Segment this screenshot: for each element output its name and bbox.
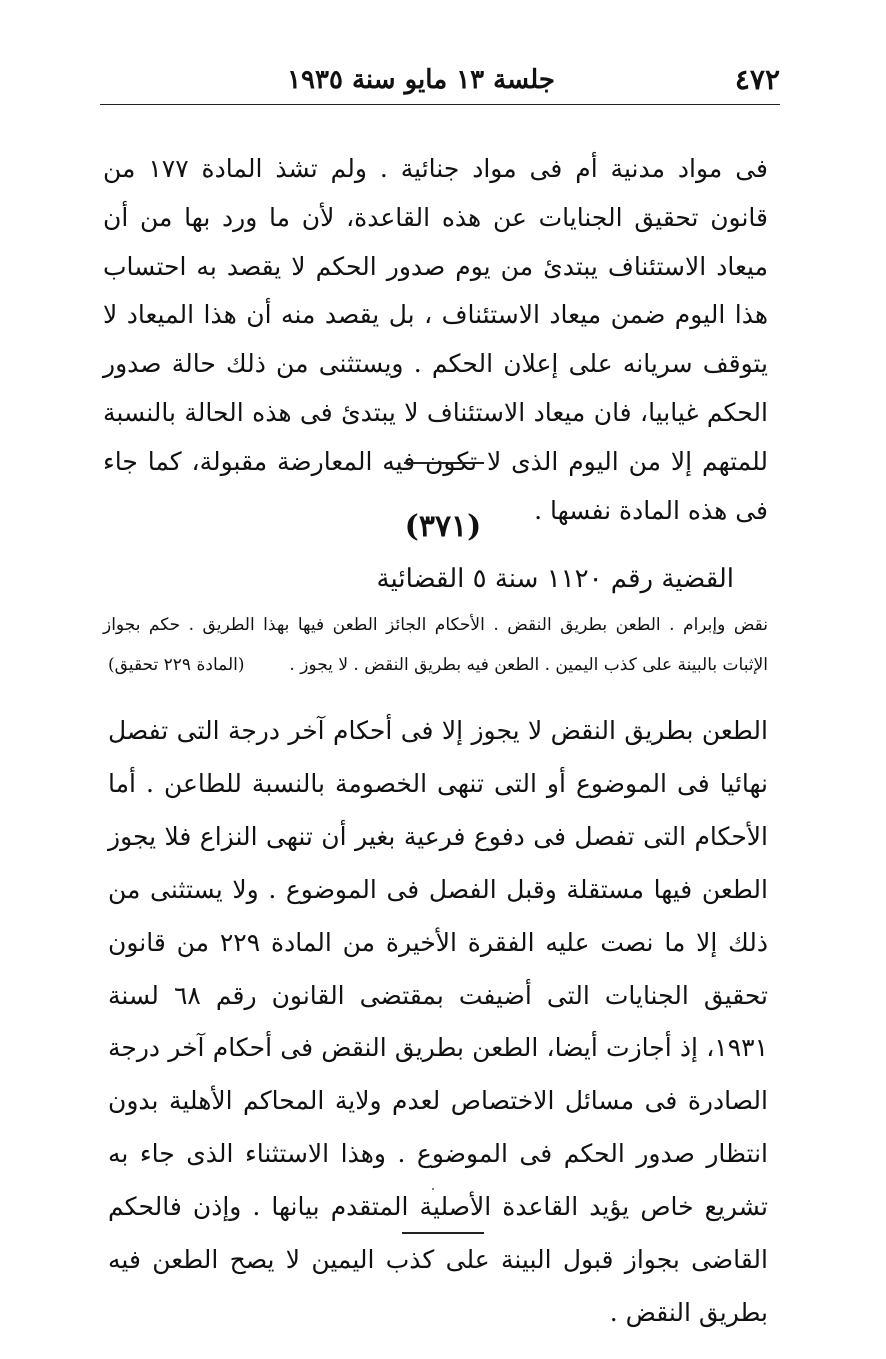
print-speck	[432, 1188, 434, 1190]
headnote-line-1: نقض وإبرام . الطعن بطريق النقض . الأحكام الجائز الطعن فيها بهذا الطريق . حكم بجواز	[103, 615, 768, 635]
header-rule	[100, 104, 780, 105]
case-body: الطعن بطريق النقض لا يجوز إلا فى أحكام آخر درجة التى تفصل نهائيا فى الموضوع أو التى تنهى الخصومة بالنسبة للطاعن . أما الأحكام التى تفصل فى دفوع فرعية بغير أن تنهى النزاع فلا يجوز الطعن فيها مستقلة وقبل الفصل فى الموضوع . ولا يستثنى من ذلك إلا ما نصت عليه الفقرة الأخيرة من المادة ٢٢٩ من قانون تحقيق الجنايات التى أضيفت بمقتضى القانون رقم ٦٨ لسنة ١٩٣١، إذ أجازت أيضا، الطعن بطريق النقض فى أحكام آخر درجة الصادرة فى مسائل الاختصاص لعدم ولاية المحاكم الأهلية بدون انتظار صدور الحكم فى الموضوع . وهذا الاستثناء الذى جاء به تشريع خاص يؤيد القاعدة الأصلية المتقدم بيانها . وإذن فالحكم القاضى بجواز قبول البينة على كذب اليمين لا يصح الطعن فيه بطريق النقض .	[108, 716, 769, 1327]
preceding-paragraph: فى مواد مدنية أم فى مواد جنائية . ولم تشذ المادة ١٧٧ من قانون تحقيق الجنايات عن هذه القاعدة، لأن ما ورد بها من أن ميعاد الاستئناف يبتدئ من يوم صدور الحكم لا يقصد به احتساب هذا اليوم ضمن ميعاد الاستئناف ، بل يقصد منه أن هذا الميعاد لا يتوقف سريانه على إعلان الحكم . ويستثنى من ذلك حالة صدور الحكم غيابيا، فان ميعاد الاستئناف لا يبتدئ فى هذه الحالة بالنسبة للمتهم إلا من اليوم الذى لا تكون فيه المعارضة مقبولة، كما جاء فى هذه المادة نفسها .	[103, 154, 768, 525]
headnote-reference: (المادة ٢٢٩ تحقيق)	[108, 655, 245, 675]
headnote-line-2: الإثبات بالبينة على كذب اليمين . الطعن فيه بطريق النقض . لا يجوز .	[289, 655, 768, 675]
running-head: جلسة ١٣ مايو سنة ١٩٣٥	[287, 65, 555, 95]
case-title: القضية رقم ١١٢٠ سنة ٥ القضائية	[376, 564, 734, 594]
page-header	[95, 60, 780, 100]
section-divider	[404, 462, 484, 464]
case-number: (٣٧١)	[404, 509, 482, 544]
page-number: ٤٧٢	[734, 63, 780, 96]
end-divider	[402, 1232, 484, 1234]
